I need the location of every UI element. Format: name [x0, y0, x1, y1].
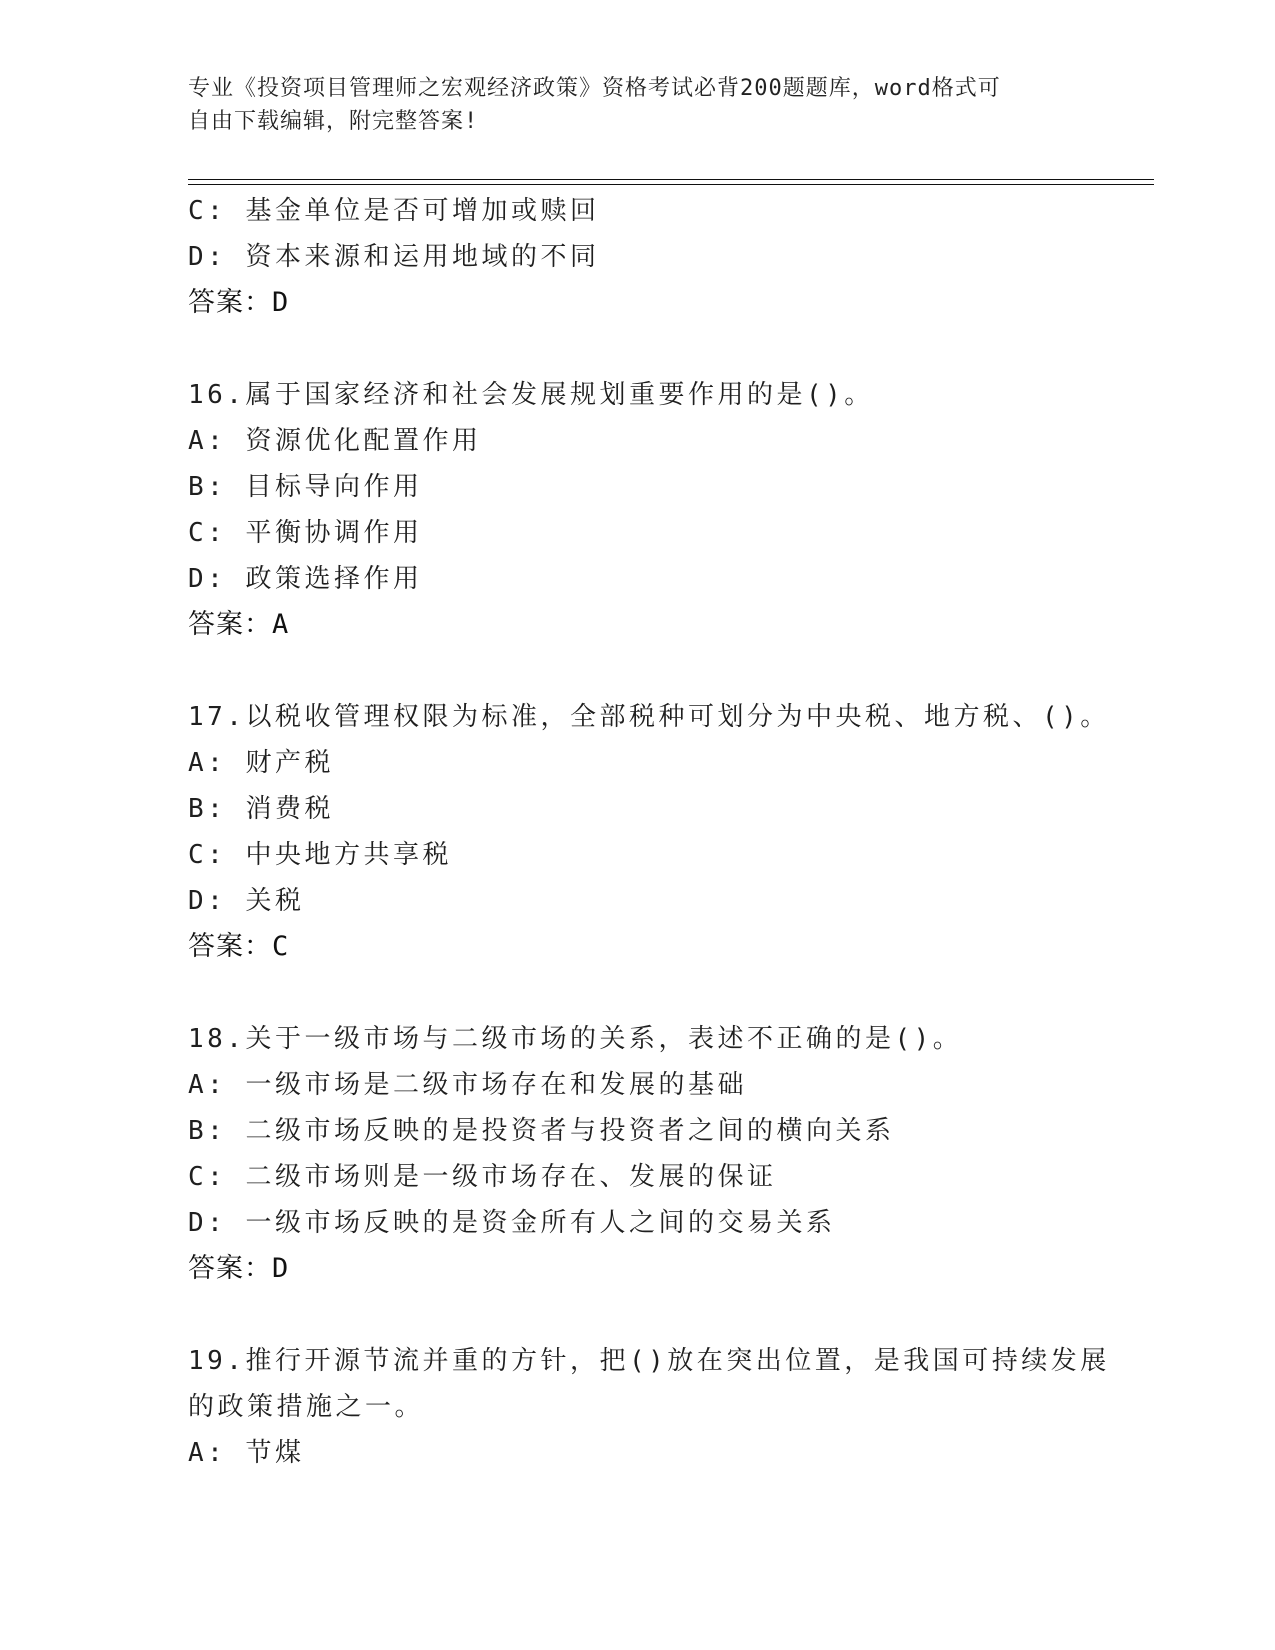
option-b: B: 消费税 — [188, 794, 334, 824]
header-line-1: 专业《投资项目管理师之宏观经济政策》资格考试必背200题题库，word格式可 — [188, 76, 1001, 101]
question-15-continued — [188, 188, 1088, 326]
question-stem: 18.关于一级市场与二级市场的关系，表述不正确的是()。 — [188, 1024, 963, 1054]
question-16 — [188, 372, 1088, 648]
option-a: A: 资源优化配置作用 — [188, 426, 482, 456]
question-stem: 16.属于国家经济和社会发展规划重要作用的是()。 — [188, 380, 874, 410]
question-stem-line-2: 的政策措施之一。 — [188, 1392, 425, 1422]
answer-line: 答案：D — [188, 287, 290, 318]
question-18 — [188, 1016, 1088, 1292]
header-line-2: 自由下载编辑，附完整答案! — [188, 109, 479, 134]
option-a: A: 财产税 — [188, 748, 334, 778]
answer-line: 答案：D — [188, 1253, 290, 1284]
option-d: D: 资本来源和运用地域的不同 — [188, 242, 600, 272]
option-d: D: 政策选择作用 — [188, 564, 423, 594]
option-c: C: 中央地方共享税 — [188, 840, 452, 870]
option-c: C: 平衡协调作用 — [188, 518, 423, 548]
option-c: C: 二级市场则是一级市场存在、发展的保证 — [188, 1162, 777, 1192]
option-b: B: 二级市场反映的是投资者与投资者之间的横向关系 — [188, 1116, 895, 1146]
header-divider-bottom — [188, 184, 1154, 185]
option-a: A: 一级市场是二级市场存在和发展的基础 — [188, 1070, 747, 1100]
document-header — [188, 72, 1068, 138]
header-divider-top — [188, 179, 1154, 180]
question-list — [188, 188, 1110, 1476]
question-17 — [188, 694, 1110, 970]
option-d: D: 关税 — [188, 886, 305, 916]
option-a: A: 节煤 — [188, 1438, 305, 1468]
question-stem-line-1: 19.推行开源节流并重的方针，把()放在突出位置，是我国可持续发展 — [188, 1346, 1110, 1376]
answer-line: 答案：C — [188, 931, 290, 962]
option-d: D: 一级市场反映的是资金所有人之间的交易关系 — [188, 1208, 836, 1238]
question-19 — [188, 1338, 1110, 1476]
option-c: C: 基金单位是否可增加或赎回 — [188, 196, 600, 226]
answer-line: 答案：A — [188, 609, 290, 640]
option-b: B: 目标导向作用 — [188, 472, 423, 502]
question-stem: 17.以税收管理权限为标准，全部税种可划分为中央税、地方税、()。 — [188, 702, 1110, 732]
